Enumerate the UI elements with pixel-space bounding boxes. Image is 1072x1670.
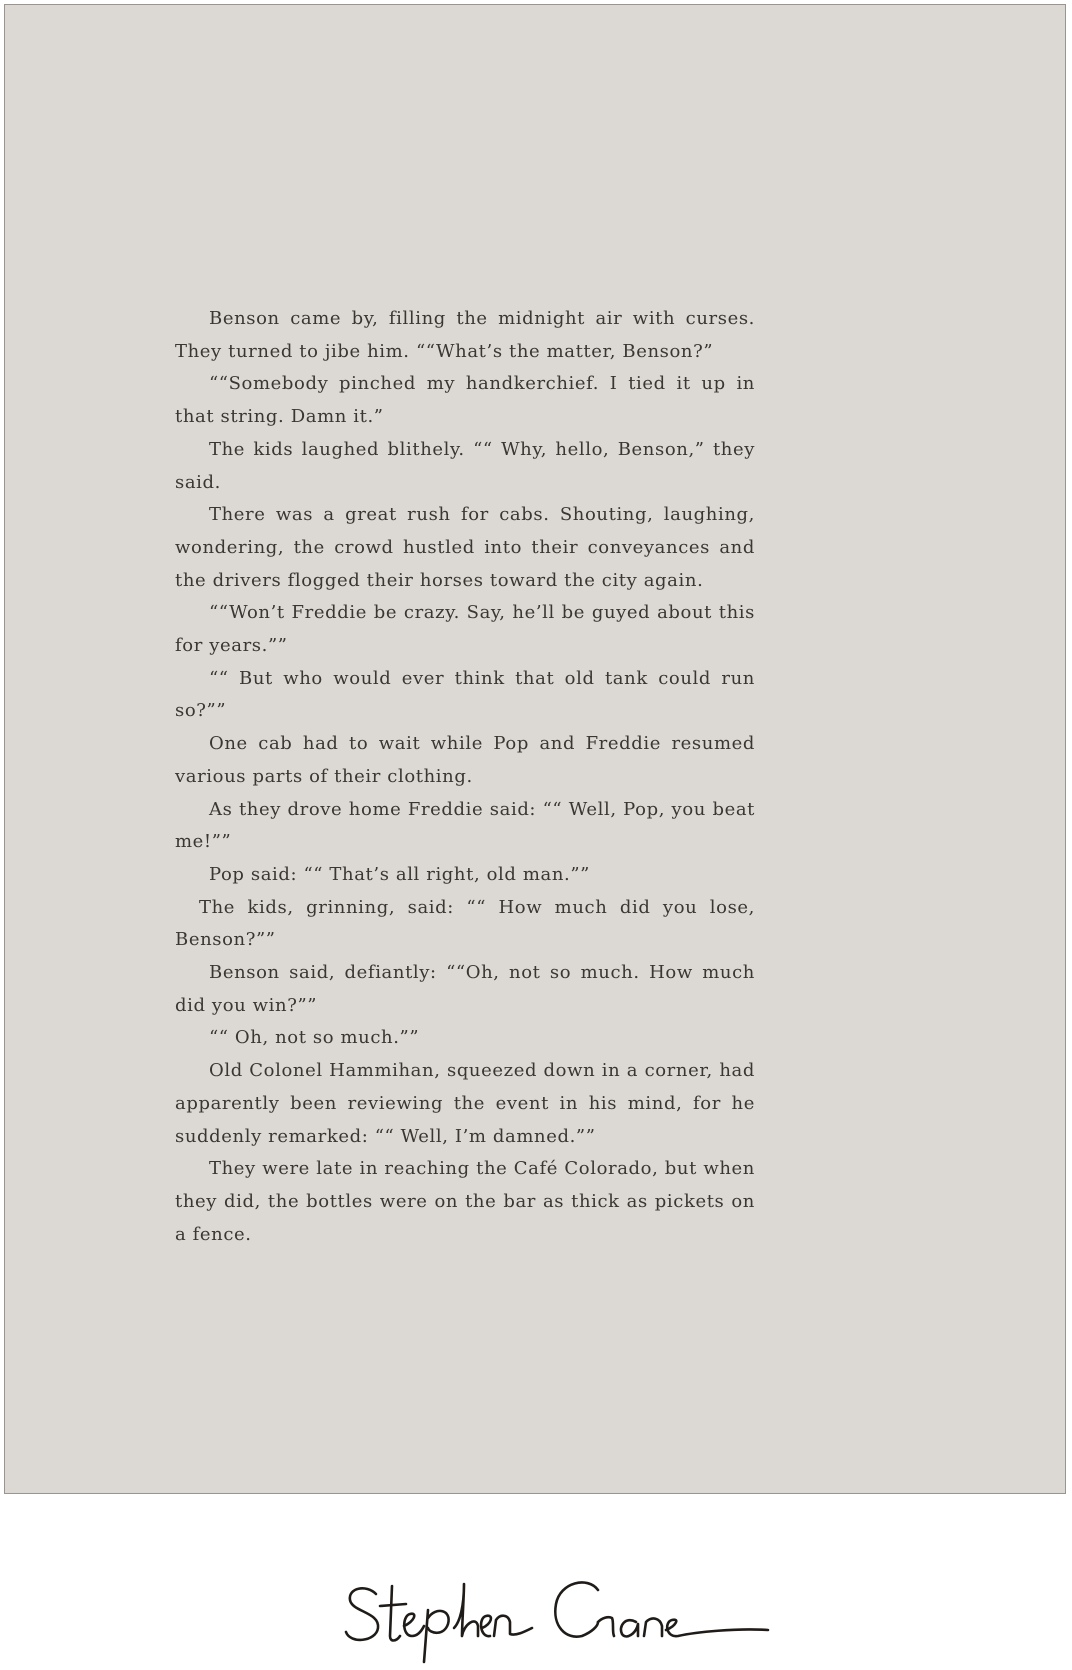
- paragraph: ““ But who would ever think that old tank could run so?””: [175, 667, 755, 722]
- paragraph: One cab had to wait while Pop and Freddie resumed various parts of their clothing.: [175, 733, 755, 787]
- document-text: [175, 303, 755, 1251]
- paragraph: They were late in reaching the Café Colorado, but when they did, the bottles were on the bar as thick as pickets on a fence.: [175, 1158, 755, 1245]
- paragraph: Pop said: ““ That’s all right, old man.””: [209, 863, 590, 885]
- paragraph: There was a great rush for cabs. Shouting, laughing, wondering, the crowd hustled into their conveyances and the drivers flogged their horses toward the city again.: [175, 504, 755, 591]
- paragraph: Benson said, defiantly: ““Oh, not so much. How much did you win?””: [175, 962, 755, 1016]
- paragraph: ““Somebody pinched my handkerchief. I tied it up in that string. Damn it.”: [175, 373, 755, 428]
- paragraph: Benson came by, filling the midnight air with curses. They turned to jibe him. ““What’s the matter, Benson?”: [175, 308, 755, 362]
- paragraph: Old Colonel Hammihan, squeezed down in a corner, had apparently been reviewing the event in his mind, for he suddenly remarked: ““ Well, I’m damned.””: [175, 1060, 755, 1147]
- document-page: [4, 4, 1066, 1494]
- paragraph: The kids, grinning, said: ““ How much did you lose, Benson?””: [175, 896, 755, 951]
- paragraph: ““Won’t Freddie be crazy. Say, he’ll be guyed about this for years.””: [175, 602, 755, 657]
- stephen-crane-handwritten-signature: [336, 1566, 782, 1666]
- paragraph: As they drove home Freddie said: ““ Well, Pop, you beat me!””: [175, 798, 755, 853]
- paragraph: The kids laughed blithely. ““ Why, hello, Benson,” they said.: [175, 438, 755, 493]
- paragraph: ““ Oh, not so much.””: [209, 1027, 420, 1049]
